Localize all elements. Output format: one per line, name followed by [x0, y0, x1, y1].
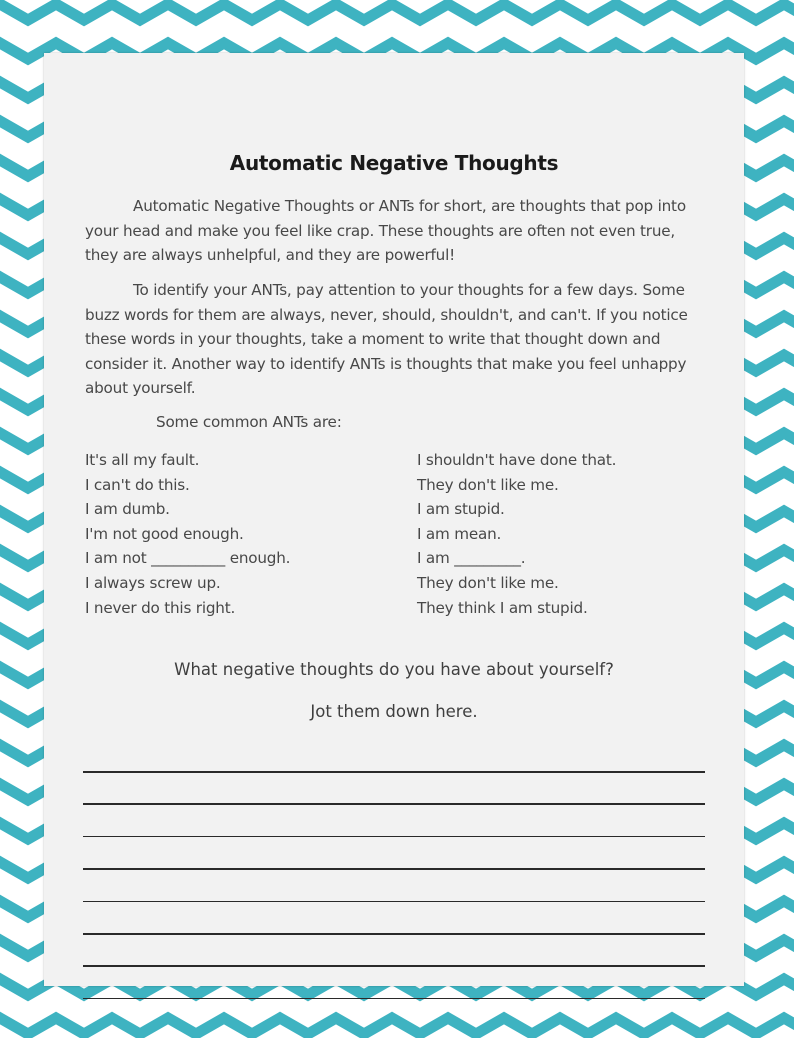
writing-prompt: Jot them down here. [310, 702, 478, 721]
writing-line[interactable] [83, 965, 705, 967]
list-item: It's all my fault. [85, 451, 200, 469]
worksheet-page [44, 53, 744, 986]
list-item: I am stupid. [417, 500, 505, 519]
list-item: I shouldn't have done that. [417, 451, 617, 469]
reflection-question: What negative thoughts do you have about yourself? [174, 660, 614, 679]
list-item: They don't like me. [417, 475, 559, 494]
writing-line[interactable] [83, 771, 705, 773]
list-item: I am mean. [417, 524, 502, 543]
list-item: They don't like me. [417, 573, 559, 592]
worksheet-title: Automatic Negative Thoughts [229, 151, 559, 175]
writing-line[interactable] [83, 998, 705, 1000]
paragraph-identify: To identify your ANTs, pay attention to your thoughts for a few days. Some buzz words for them are always, never, should, shouldn't, and can't. If you notice these words in your thoughts, take a moment to write that thought down and consider it. Another way to identify ANTs is thoughts that make you feel unhappy about yourself. [85, 281, 688, 397]
list-item: I'm not good enough. [85, 524, 244, 543]
writing-line[interactable] [83, 933, 705, 935]
list-intro: Some common ANTs are: [156, 413, 342, 431]
list-item: I can't do this. [85, 475, 190, 494]
list-item: I am not __________ enough. [85, 549, 291, 568]
ants-list-right [417, 448, 616, 620]
writing-line[interactable] [83, 868, 705, 870]
list-item: They think I am stupid. [417, 598, 588, 617]
writing-line[interactable] [83, 803, 705, 805]
paragraph-definition: Automatic Negative Thoughts or ANTs for short, are thoughts that pop into your head and make you feel like crap. These thoughts are often not even true, they are always unhelpful, and they are powerful! [85, 197, 686, 264]
ants-list-left [85, 448, 290, 620]
writing-line[interactable] [83, 901, 705, 903]
writing-lines [83, 771, 705, 1030]
list-item: I am _________. [417, 549, 526, 568]
list-item: I am dumb. [85, 500, 170, 519]
list-item: I always screw up. [85, 573, 221, 592]
writing-line[interactable] [83, 836, 705, 838]
list-item: I never do this right. [85, 598, 236, 617]
